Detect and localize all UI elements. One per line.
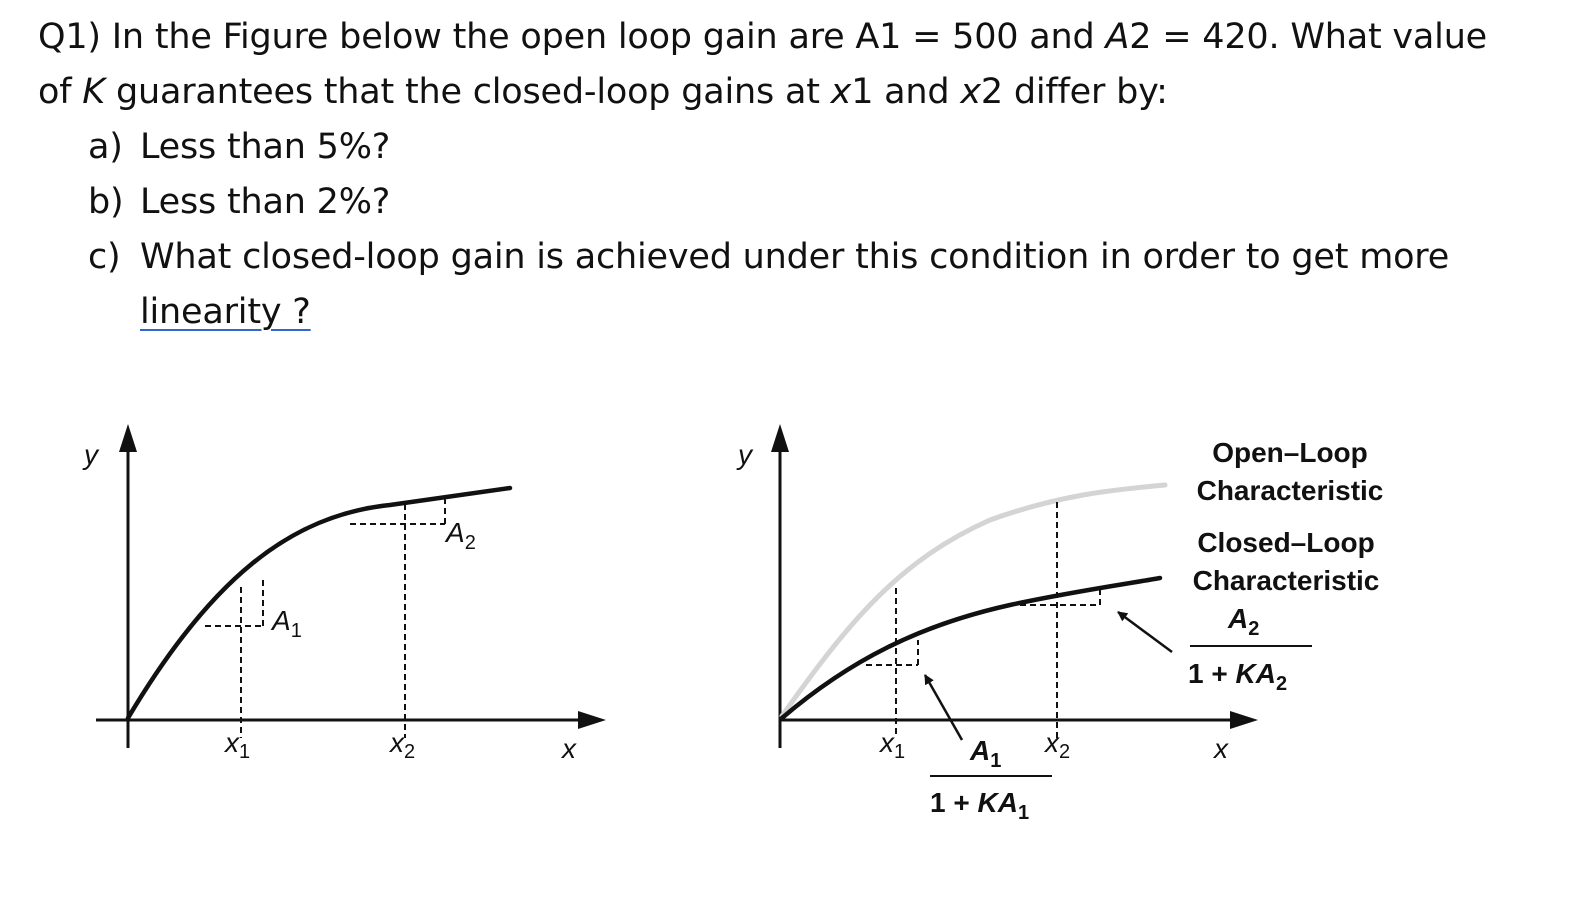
label-sub: 2 xyxy=(1248,618,1260,640)
right-x1-dashed-guides xyxy=(866,588,918,736)
label-main: KA xyxy=(1235,658,1276,689)
q-var: A xyxy=(1105,17,1130,57)
q-text: 2 differ by: xyxy=(980,72,1168,112)
arrow-to-a2-slope-icon xyxy=(1118,612,1172,652)
label-main: x xyxy=(1045,727,1059,758)
label-main: A xyxy=(446,517,465,548)
label-sub: 1 xyxy=(1017,802,1030,824)
item-text: Less than 2%? xyxy=(140,182,391,222)
closed-loop-gain-a1-fraction xyxy=(930,735,1052,824)
left-x-label: x xyxy=(562,733,576,764)
right-x-axis-arrow-icon xyxy=(1230,711,1258,729)
left-x2-label xyxy=(388,727,415,763)
label-main: KA xyxy=(977,787,1018,818)
label-sub: 2 xyxy=(1275,673,1288,695)
label-main: A xyxy=(970,735,991,766)
fraction-a1-numerator xyxy=(969,735,1001,772)
q-var: x xyxy=(960,72,981,112)
q-var: K xyxy=(82,72,106,112)
label-main: A xyxy=(1228,603,1249,634)
left-x-axis-arrow-icon xyxy=(578,711,606,729)
open-loop-curve xyxy=(782,485,1165,716)
right-characteristic-plot xyxy=(736,424,1383,824)
left-y-label: y xyxy=(84,439,98,470)
q-text: 2 = 420. What value xyxy=(1129,17,1488,57)
fraction-a2-denominator xyxy=(1188,658,1287,695)
item-text: What closed-loop gain is achieved under this condition in order to get more xyxy=(140,237,1450,277)
item-text: Less than 5%? xyxy=(140,127,391,167)
closed-loop-curve xyxy=(782,578,1160,718)
label-prefix: 1 + xyxy=(1188,658,1236,689)
q-text: guarantees that the closed-loop gains at xyxy=(105,72,831,112)
fraction-a2-numerator xyxy=(1227,603,1259,640)
left-x1-label xyxy=(223,727,250,763)
label-main: A xyxy=(272,605,291,636)
q-var: x xyxy=(830,72,852,112)
right-x2-label xyxy=(1043,727,1070,763)
arrow-to-a1-slope-icon xyxy=(925,675,962,740)
label-sub: 1 xyxy=(239,741,251,763)
left-y-axis-arrow-icon xyxy=(119,424,137,452)
closed-loop-gain-a2-fraction xyxy=(1188,603,1312,695)
left-a2-label xyxy=(444,517,476,554)
linearity-link[interactable]: linearity ? xyxy=(140,292,311,332)
label-sub: 2 xyxy=(1059,741,1071,763)
label-main: x xyxy=(390,727,404,758)
label-sub: 2 xyxy=(404,741,416,763)
fraction-a1-denominator xyxy=(930,787,1029,824)
label-sub: 1 xyxy=(290,620,302,642)
label-sub: 1 xyxy=(990,750,1002,772)
label-sub: 2 xyxy=(464,532,476,554)
right-y-axis-arrow-icon xyxy=(771,424,789,452)
item-label: c) xyxy=(88,237,121,277)
item-label: a) xyxy=(88,127,123,167)
right-y-label: y xyxy=(738,439,752,470)
right-x2-dashed-guides xyxy=(1020,502,1100,738)
left-a2-dashed-guides xyxy=(350,497,445,738)
label-main: x xyxy=(880,727,894,758)
open-loop-label-line-2: Characteristic xyxy=(1196,475,1384,506)
label-sub: 1 xyxy=(894,741,906,763)
closed-loop-label-line-2: Characteristic xyxy=(1192,565,1380,596)
q-text: of xyxy=(38,72,83,112)
label-main: x xyxy=(225,727,239,758)
right-x-label: x xyxy=(1214,733,1228,764)
q-text: 1 and xyxy=(851,72,961,112)
label-prefix: 1 + xyxy=(930,787,978,818)
open-loop-label-line-1: Open–Loop xyxy=(1212,437,1368,468)
left-a1-label xyxy=(270,605,302,642)
q-text: Q1) In the Figure below the open loop gain are A1 = 500 and xyxy=(38,17,1106,57)
right-x1-label xyxy=(878,727,905,763)
closed-loop-label-line-1: Closed–Loop xyxy=(1197,527,1375,558)
item-label: b) xyxy=(88,182,124,222)
left-characteristic-plot xyxy=(82,424,606,764)
